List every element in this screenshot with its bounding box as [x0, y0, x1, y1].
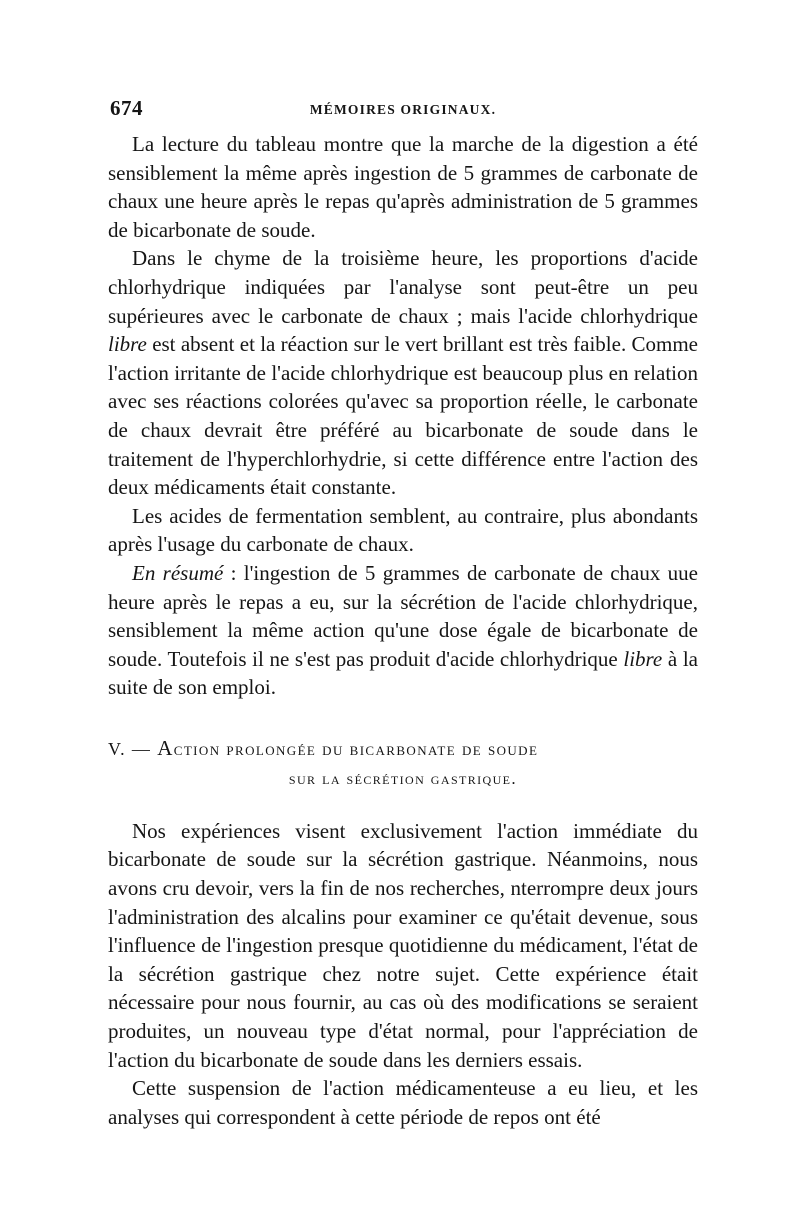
paragraph-4-emphasis: En résumé — [132, 560, 224, 585]
section-number: V. — — [108, 738, 158, 759]
paragraph-2-text-b: est absent et la réaction sur le vert brillant est très faible. Comme l'action irritante de l'acide chlorhydrique est beaucoup plus en relation avec ses réactions colorées qu'avec sa proportion réelle, le carbonate de chaux devrait être préféré au bicarbonate de soude dans le traitement de l'hyperchlorhydrie, si cette différence entre l'action des deux médicaments était constante. — [108, 332, 698, 500]
paragraph-3 — [108, 502, 698, 559]
section-title-initial: A — [157, 735, 174, 760]
running-head — [108, 96, 698, 124]
section-subtitle: sur la sécrétion gastrique. — [288, 768, 518, 788]
paragraph-6-text: Cette suspension de l'action médicamenteuse a eu lieu, et les analyses qui correspondent à cette période de repos ont été — [108, 1076, 698, 1129]
paragraph-5-text: Nos expériences visent exclusivement l'action immédiate du bicarbonate de soude sur la sécrétion gastrique. Néanmoins, nous avons cru devoir, vers la fin de nos recherches, nterrompre deux jours l'administration des alcalins pour examiner ce qu'était devenue, sous l'influence de l'ingestion presque quotidienne du médicament, l'état de la sécrétion gastrique chez notre sujet. Cette expérience était nécessaire pour nous fournir, au cas où des modifications se seraient produites, un nouveau type d'état normal, pour l'appréciation de l'action du bicarbonate de soude dans les derniers essais. — [108, 818, 698, 1072]
paragraph-1 — [108, 130, 698, 244]
paragraph-4-emphasis-2: libre — [623, 646, 663, 671]
section-heading — [108, 734, 698, 793]
paragraph-4 — [108, 559, 698, 702]
paragraph-4-text-a: : l'ingestion de 5 grammes de carbonate de chaux uue heure après le repas a eu, sur la sécrétion de l'acide chlorhydrique, sensiblement la même action qu'une dose égale de bicarbonate de soude. Toutefois il ne s'est pas produit d'acide chlorhydrique — [108, 560, 698, 671]
paragraph-2-emphasis: libre — [108, 332, 147, 357]
paragraph-3-text: Les acides de fermentation semblent, au contraire, plus abondants après l'usage du carbonate de chaux. — [108, 503, 698, 557]
paragraph-1-text: La lecture du tableau montre que la marche de la digestion a été sensiblement la même après ingestion de 5 grammes de carbonate de chaux une heure après le repas qu'après administration de 5 grammes de bicarbonate de soude. — [108, 132, 698, 242]
section-title — [108, 734, 698, 764]
paragraph-6 — [108, 1074, 698, 1131]
running-title: MÉMOIRES ORIGINAUX. — [309, 102, 497, 117]
page-number: 674 — [110, 96, 143, 120]
paragraph-4-text-b: à la suite de son emploi. — [108, 646, 699, 700]
paragraph-2-text-a: Dans le chyme de la troisième heure, les proportions d'acide chlorhydrique indiquées par l'analyse sont peut-être un peu supérieures avec le carbonate de chaux ; mais l'acide chlorhydrique — [108, 246, 698, 328]
book-page — [108, 96, 698, 1131]
paragraph-5 — [108, 817, 698, 1074]
paragraph-2 — [108, 244, 698, 501]
section-title-rest: ction prolongée du bicarbonate de soude — [173, 738, 539, 759]
